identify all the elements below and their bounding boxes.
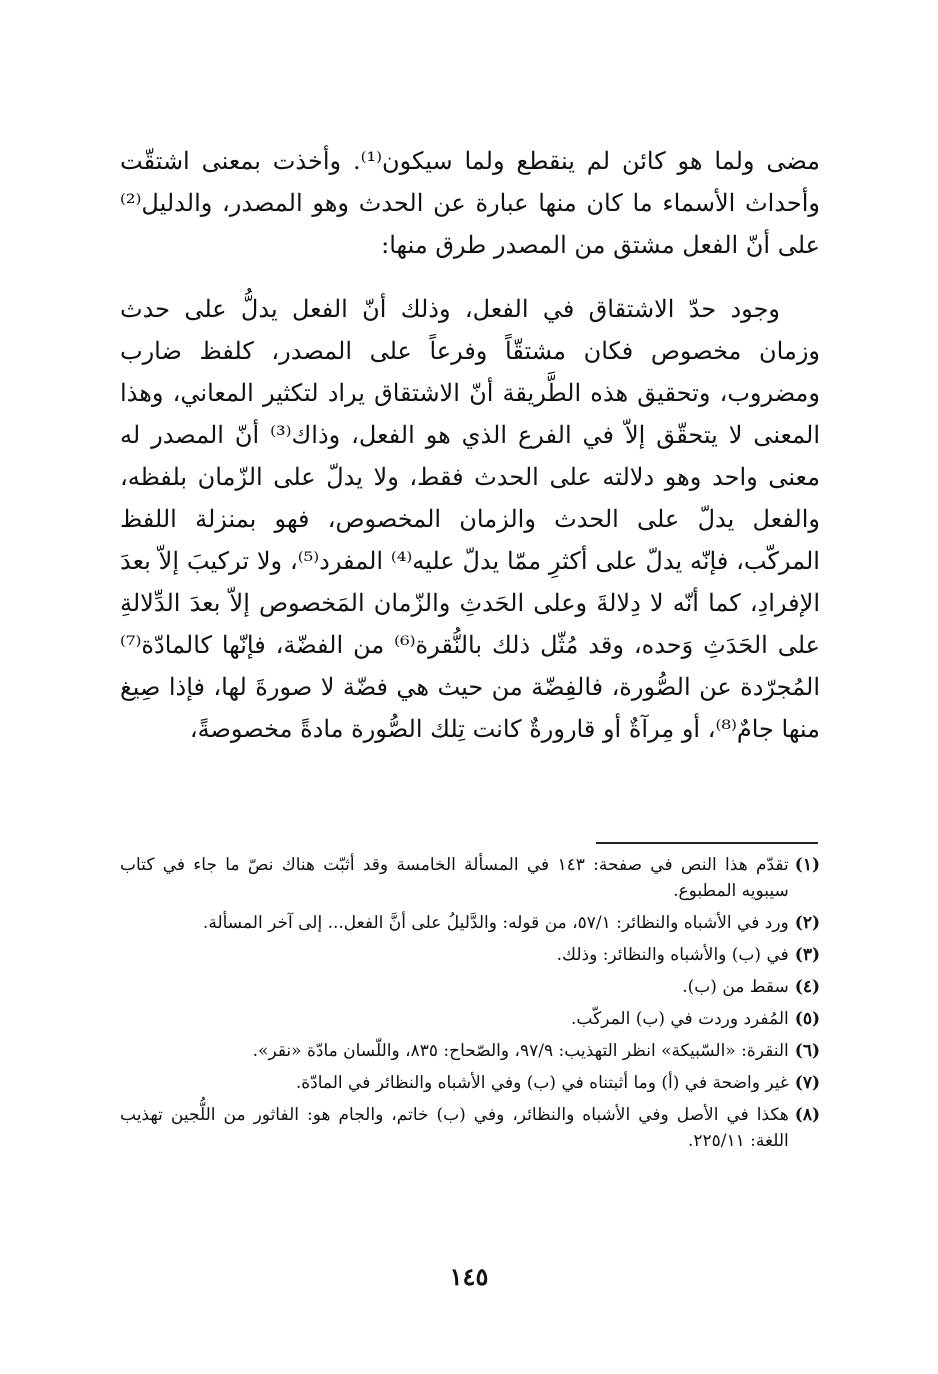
footnote-7 <box>120 1070 820 1096</box>
footnote-number: (١) <box>794 855 820 875</box>
footnote-text: النقرة: «السّبيكة» انظر التهذيب: ٩٧/٩، والصّحاح: ٨٣٥، واللّسان مادّة «نقر». <box>252 1041 789 1061</box>
footnote-number: (٦) <box>794 1041 820 1061</box>
footnote-1 <box>120 852 820 904</box>
footnotes-list <box>120 852 820 1160</box>
footnote-text: تقدّم هذا النص في صفحة: ١٤٣ في المسألة الخامسة وقد أثبّت هناك نصّ ما جاء في كتاب سيبويه المطبوع. <box>120 855 789 901</box>
footnote-text: ورد في الأشباه والنظائر: ٥٧/١، من قوله: والدَّليلُ على أنَّ الفعل... إلى آخر المسألة. <box>202 913 789 933</box>
body-paragraph-1: مضى ولما هو كائن لم ينقطع ولما سيكون⁽¹⁾. وأخذت بمعنى اشتقّت وأحداث الأسماء ما كان منها عبارة عن الحدث وهو المصدر، والدليل⁽²⁾ على أنّ الفعل مشتق من المصدر طرق منها: <box>120 147 821 259</box>
footnote-number: (٢) <box>794 913 820 933</box>
footnote-text: سقط من (ب). <box>682 977 789 997</box>
footnote-number: (٨) <box>794 1105 820 1125</box>
body-paragraph-2: وجود حدّ الاشتقاق في الفعل، وذلك أنّ الفعل يدلُّ على حدث وزمان مخصوص فكان مشتقّاً وفرعاً على المصدر، كلفظ ضارب ومضروب، وتحقيق هذه الطَّريقة أنّ الاشتقاق يراد لتكثير المعاني، وهذا المعنى لا يتحقّق إلاّ في الفرع الذي هو الفعل، وذاك⁽³⁾ أنّ المصدر له معنى واحد وهو دلالته على الحدث فقط، ولا يدلّ على الزّمان بلفظه، والفعل يدلّ على الحدث والزمان المخصوص، فهو بمنزلة اللفظ المركّب، فإنّه يدلّ على أكثرِ ممّا يدلّ عليه⁽⁴⁾ المفرد⁽⁵⁾، ولا تركيبَ إلاّ بعدَ الإفرادِ، كما أنّه لا دِلالةَ وعلى الحَدثِ والزّمان المَخصوص إلاّ بعدَ الدِّلالةِ على الحَدَثِ وَحده، وقد مُثّل ذلك بالنُّقرة⁽⁶⁾ من الفضّة، فإنّها كالمادّة⁽⁷⁾ المُجرّدة عن الصُّورة، فالفِضّة من حيث هي فضّة لا صورةَ لها، فإذا صِيغ منها جامٌ⁽⁸⁾، أو مِرآةٌ أو قارورةٌ كانت تِلك الصُّورة مادةً مخصوصةً، <box>120 295 820 743</box>
footnote-number: (٥) <box>794 1009 820 1029</box>
footnote-5 <box>120 1006 820 1032</box>
footnote-text: المُفرد وردت في (ب) المركّب. <box>571 1009 789 1029</box>
footnote-text: في (ب) والأشباه والنظائر: وذلك. <box>556 945 789 965</box>
footnote-number: (٣) <box>794 945 820 965</box>
footnote-3 <box>120 942 820 968</box>
footnote-4 <box>120 974 820 1000</box>
footnote-2 <box>120 910 820 936</box>
page-number: ١٤٥ <box>449 1262 489 1291</box>
main-body-text <box>120 140 820 750</box>
footnote-6 <box>120 1038 820 1064</box>
footnote-8 <box>120 1102 820 1154</box>
footnote-separator <box>596 842 818 844</box>
footnote-text: غير واضحة في (أ) وما أثبتناه في (ب) وفي الأشباه والنظائر في المادّة. <box>295 1073 789 1093</box>
footnote-text: هكذا في الأصل وفي الأشباه والنظائر، وفي (ب) خاتم، والجام هو: الفاثور من اللُّجين تهذيب اللغة: ٢٢٥/١١. <box>120 1105 789 1151</box>
footnote-number: (٤) <box>794 977 820 997</box>
footnote-number: (٧) <box>794 1073 820 1093</box>
